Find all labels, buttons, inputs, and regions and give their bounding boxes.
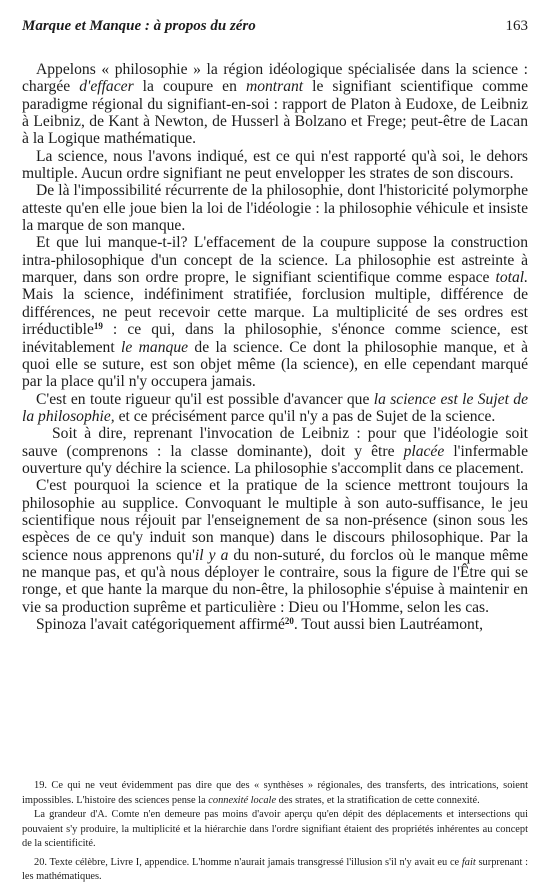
paragraph — [22, 234, 528, 390]
emphasis-text: connexité locale — [208, 794, 277, 806]
text-run: 19. Ce qui ne veut évidemment pas dire que des « synthèses » régionales, des transferts, des intrications, soient impossibles. L'histoire des sciences pense la — [22, 780, 528, 806]
emphasis-text: le manque — [121, 338, 189, 356]
text-run: surprenant : les mathématiques. — [22, 856, 528, 882]
text-run: : ce qui, dans la philosophie, s'énonce comme science, est inévitablement — [22, 321, 528, 356]
footnote-marker: 19 — [93, 321, 103, 332]
emphasis-text: total. — [495, 269, 528, 287]
paragraph — [22, 477, 528, 616]
page-number: 163 — [505, 18, 528, 34]
paragraph — [22, 616, 528, 633]
text-run: La science, nous l'avons indiqué, est ce qui n'est rapporté qu'à soi, le dehors multiple. Aucun ordre signifiant ne peut envelopper les strates de son discours. — [22, 147, 528, 183]
text-run: Soit à dire, reprenant l'invocation de Leibniz : pour que l'idéologie soit sauve (comprenons : la classe dominante), doit y être — [22, 425, 528, 460]
emphasis-text: la science est le Sujet de la philosophie, — [22, 390, 528, 425]
footnote — [22, 808, 528, 852]
emphasis-text: fait — [461, 856, 476, 868]
text-run: . Tout aussi bien Lautréamont, — [293, 616, 484, 633]
paragraph — [22, 425, 528, 477]
text-run: Et que lui manque-t-il? L'effacement de la coupure suppose la construction intra-philosophique d'un concept de la science. La philosophie est astreinte à marquer, dans son ordre propre, le signifiant scientifique comme espace — [22, 234, 528, 287]
text-run: C'est pourquoi la science et la pratique de la science mettront toujours la philosophie au supplice. Convoquant le multiple à son auto-suffisance, le jeu scientifique nous réjouit par l'enseignement de sa non-présence (sinon sous les espèces de ce qu'y induit son manque) dans le discours philosophique. Par la science nous apprenons qu' — [22, 477, 528, 564]
text-run: 20. Texte célèbre, Livre I, appendice. L'homme n'aurait jamais transgressé l'illusion s'il n'y avait eu ce — [34, 856, 462, 868]
text-run: la coupure en — [133, 78, 246, 96]
text-run: des strates, et la stratification de cette connexité. — [276, 794, 480, 806]
text-run: et ce précisément parce qu'il n'y a pas de Sujet de la science. — [114, 407, 496, 425]
footnote — [22, 856, 528, 885]
body-text — [22, 61, 528, 633]
footnotes — [22, 779, 528, 885]
text-run: du non-suturé, du forclos où le manque même ne manque pas, et qu'à nous déployer le contraire, sous la figure de l'Être qui se ronge, et que hante la marque du non-être, la philosophie s'épuise à maintenir en vie sa production suprême et particulière : Dieu ou l'Homme, selon les cas. — [22, 546, 528, 616]
running-header — [22, 18, 528, 40]
emphasis-text: montrant — [245, 78, 304, 96]
paragraph — [22, 61, 528, 148]
emphasis-text: il y a — [194, 546, 229, 564]
text-run: La grandeur d'A. Comte n'en demeure pas moins d'avoir aperçu qu'en dépit des déplacements et intersections qui pouvaient s'y produire, la multiplicité et la hiérarchie dans l'ordre signifiant étaient des propriétés inhérentes au concept de la scientificité. — [22, 809, 528, 849]
text-run: Spinoza l'avait catégoriquement affirmé — [36, 616, 285, 633]
footnote-marker: 20 — [284, 616, 294, 626]
text-run: Mais la science, indéfiniment stratifiée, forclusion multiple, différence de différences, ne peut recevoir cette marque. La multiplicité de ses ordres est irréductible — [22, 286, 528, 339]
text-run: de la science. Ce dont la philosophie manque, et à quoi elle se suture, est son objet même (la science), en elle cependant marqué par la place qu'il n'y occupera jamais. — [22, 338, 529, 391]
emphasis-text: d'effacer — [79, 78, 134, 96]
text-run: le signifiant scientifique comme paradigme régional du signifiant-en-soi : rapport de Platon à Eudoxe, de Leibniz à Leibniz, de Kant à Newton, de Husserl à Bolzano et Frege; peut-être de Lacan à la Logique mathématique. — [22, 78, 528, 148]
paragraph — [22, 182, 528, 234]
text-run: De là l'impossibilité récurrente de la philosophie, dont l'historicité polymorphe atteste qu'en elle joue bien la loi de l'idéologie : la philosophie véhicule et insiste la marque de son manque. — [22, 182, 528, 235]
text-run: C'est en toute rigueur qu'il est possible d'avancer que — [36, 390, 374, 408]
paragraph — [22, 391, 528, 426]
paragraph — [22, 148, 528, 183]
footnote — [22, 779, 528, 808]
running-title: Marque et Manque : à propos du zéro — [22, 18, 256, 34]
text-run: l'infermable ouverture qu'y déchire la science. La philosophie s'accomplit dans ce placement. — [22, 442, 528, 477]
emphasis-text: placée — [403, 442, 445, 460]
text-run: Appelons « philosophie » la région idéologique spécialisée dans la science : chargée — [22, 61, 528, 96]
